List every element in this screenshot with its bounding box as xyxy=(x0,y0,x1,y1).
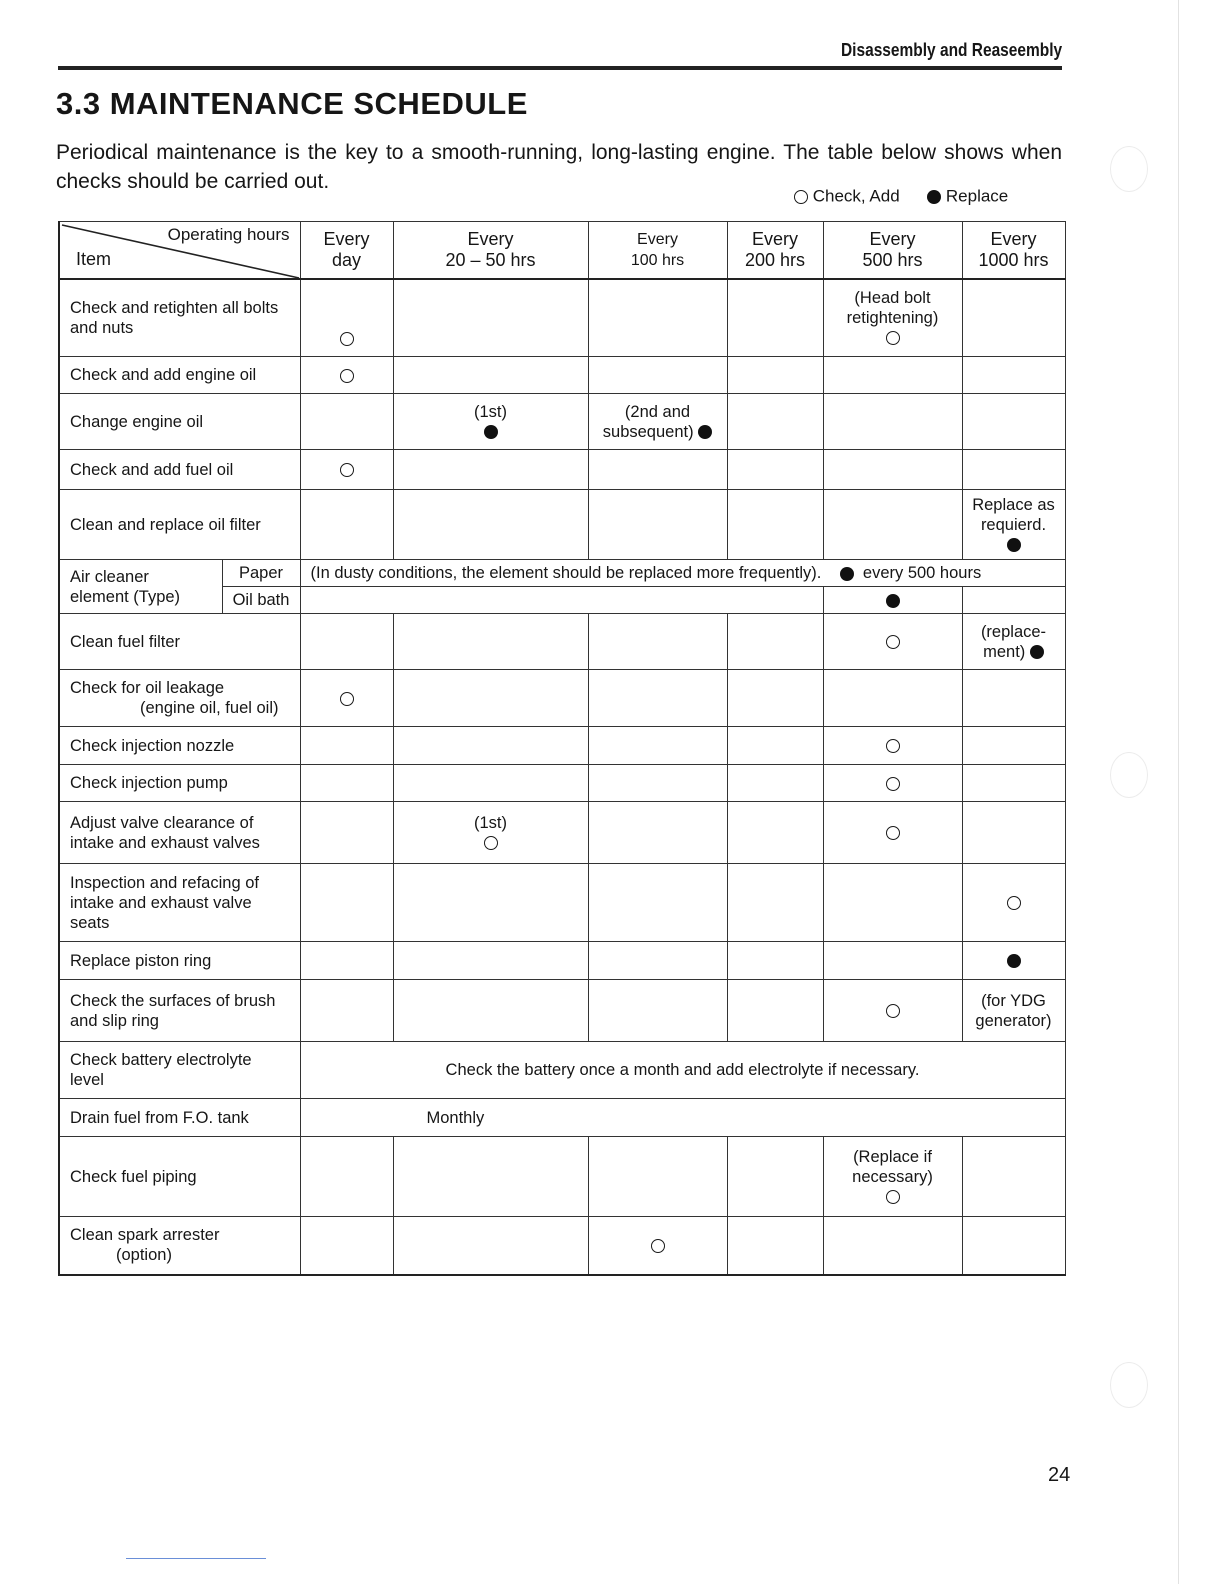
page-number: 24 xyxy=(1048,1464,1071,1486)
row-item-air-cleaner: Air cleaner element (Type) xyxy=(59,560,222,614)
row-item-bolts: Check and retighten all bolts and nuts xyxy=(59,279,300,357)
col-header-20-50: Every 20 – 50 hrs xyxy=(393,222,588,279)
table-row xyxy=(59,942,1065,980)
row-item-arrester: Clean spark arrester (option) xyxy=(59,1217,300,1275)
replace-dot-icon xyxy=(484,425,498,439)
legend-check-label: Check, Add xyxy=(812,186,900,206)
operating-hours-label: Operating hours xyxy=(167,225,290,245)
legend-replace-label: Replace xyxy=(945,186,1009,206)
row-item-oil-filter: Clean and replace oil filter xyxy=(59,490,300,560)
replace-dot-icon xyxy=(1007,954,1021,968)
table-row xyxy=(59,357,1065,394)
col-header-500: Every 500 hrs xyxy=(823,222,962,279)
check-circle-icon xyxy=(340,692,354,706)
check-circle-icon xyxy=(340,463,354,477)
row-item-oil-leak: Check for oil leakage (engine oil, fuel oil) xyxy=(59,670,300,727)
table-row: Check fuel piping (Replace if necessary) xyxy=(59,1137,1065,1217)
battery-note: Check the battery once a month and add electrolyte if necessary. xyxy=(300,1042,1065,1099)
punch-hole-mark xyxy=(1110,1362,1148,1408)
row-item-fuel-oil: Check and add fuel oil xyxy=(59,450,300,490)
check-circle-icon xyxy=(886,331,900,345)
row-item-battery: Check battery electrolyte level xyxy=(59,1042,300,1099)
table-row xyxy=(59,1042,1065,1099)
col-header-day: Every day xyxy=(300,222,393,279)
table-row xyxy=(59,1217,1065,1275)
table-row: Check and retighten all bolts and nuts (Head bolt retightening) xyxy=(59,279,1065,357)
air-cleaner-paper-note: (In dusty conditions, the element should be replaced more frequently). every 500 hours xyxy=(300,560,1065,587)
row-item-drain: Drain fuel from F.O. tank xyxy=(59,1099,300,1137)
row-item-brush: Check the surfaces of brush and slip ring xyxy=(59,980,300,1042)
table-row xyxy=(59,727,1065,765)
replace-dot-icon xyxy=(1030,645,1044,659)
row-item-nozzle: Check injection nozzle xyxy=(59,727,300,765)
table-row xyxy=(59,1099,1065,1137)
filled-circle-icon xyxy=(927,190,941,204)
punch-hole-mark xyxy=(1110,146,1148,192)
row-item-change-oil: Change engine oil xyxy=(59,394,300,450)
check-circle-icon xyxy=(886,1190,900,1204)
air-cleaner-type-oil-bath: Oil bath xyxy=(222,587,300,614)
table-row xyxy=(59,450,1065,490)
drain-note: Monthly xyxy=(300,1099,1065,1137)
maintenance-schedule-table xyxy=(58,221,1066,1276)
punch-hole-mark xyxy=(1110,752,1148,798)
replace-dot-icon xyxy=(840,567,854,581)
open-circle-icon xyxy=(794,190,808,204)
row-item-piping: Check fuel piping xyxy=(59,1137,300,1217)
header-diagonal-cell xyxy=(59,222,300,279)
check-circle-icon xyxy=(886,826,900,840)
replace-dot-icon xyxy=(698,425,712,439)
col-header-1000: Every 1000 hrs xyxy=(962,222,1065,279)
table-row: Clean and replace oil filter Replace as requierd. xyxy=(59,490,1065,560)
check-circle-icon xyxy=(886,635,900,649)
legend xyxy=(794,186,1008,207)
table-header-row xyxy=(59,222,1065,279)
check-circle-icon xyxy=(886,739,900,753)
intro-paragraph: Periodical maintenance is the key to a smooth-running, long-lasting engine. The table below shows when checks should be carried out. xyxy=(56,141,1062,193)
table-row xyxy=(59,765,1065,802)
air-cleaner-type-paper: Paper xyxy=(222,560,300,587)
row-item-check-oil: Check and add engine oil xyxy=(59,357,300,394)
table-row xyxy=(59,670,1065,727)
replace-dot-icon xyxy=(1007,538,1021,552)
row-item-fuel-filter: Clean fuel filter xyxy=(59,614,300,670)
table-row: Adjust valve clearance of intake and exhaust valves (1st) xyxy=(59,802,1065,864)
scan-artifact-line xyxy=(126,1558,266,1559)
row-item-piston: Replace piston ring xyxy=(59,942,300,980)
page-title: 3.3 MAINTENANCE SCHEDULE xyxy=(56,86,528,121)
check-circle-icon xyxy=(1007,896,1021,910)
check-circle-icon xyxy=(886,1004,900,1018)
table-row: Check the surfaces of brush and slip ring (for YDG generator) xyxy=(59,980,1065,1042)
check-circle-icon xyxy=(484,836,498,850)
col-header-200: Every 200 hrs xyxy=(727,222,823,279)
check-circle-icon xyxy=(340,369,354,383)
replace-dot-icon xyxy=(886,594,900,608)
check-circle-icon xyxy=(651,1239,665,1253)
table-row xyxy=(59,864,1065,942)
table-row: Clean fuel filter (replace- ment) xyxy=(59,614,1065,670)
row-item-valve-seats: Inspection and refacing of intake and exhaust valve seats xyxy=(59,864,300,942)
check-circle-icon xyxy=(340,332,354,346)
row-item-pump: Check injection pump xyxy=(59,765,300,802)
col-header-100: Every 100 hrs xyxy=(588,222,727,279)
running-header: Disassembly and Reaseembly xyxy=(840,40,1062,60)
item-label: Item xyxy=(76,249,112,270)
check-circle-icon xyxy=(886,777,900,791)
binding-margin-line xyxy=(1178,0,1179,1584)
header-rule xyxy=(58,66,1062,70)
row-item-valve-clearance: Adjust valve clearance of intake and exhaust valves xyxy=(59,802,300,864)
table-row: Change engine oil (1st) (2nd and subsequent) xyxy=(59,394,1065,450)
table-row xyxy=(59,560,1065,587)
